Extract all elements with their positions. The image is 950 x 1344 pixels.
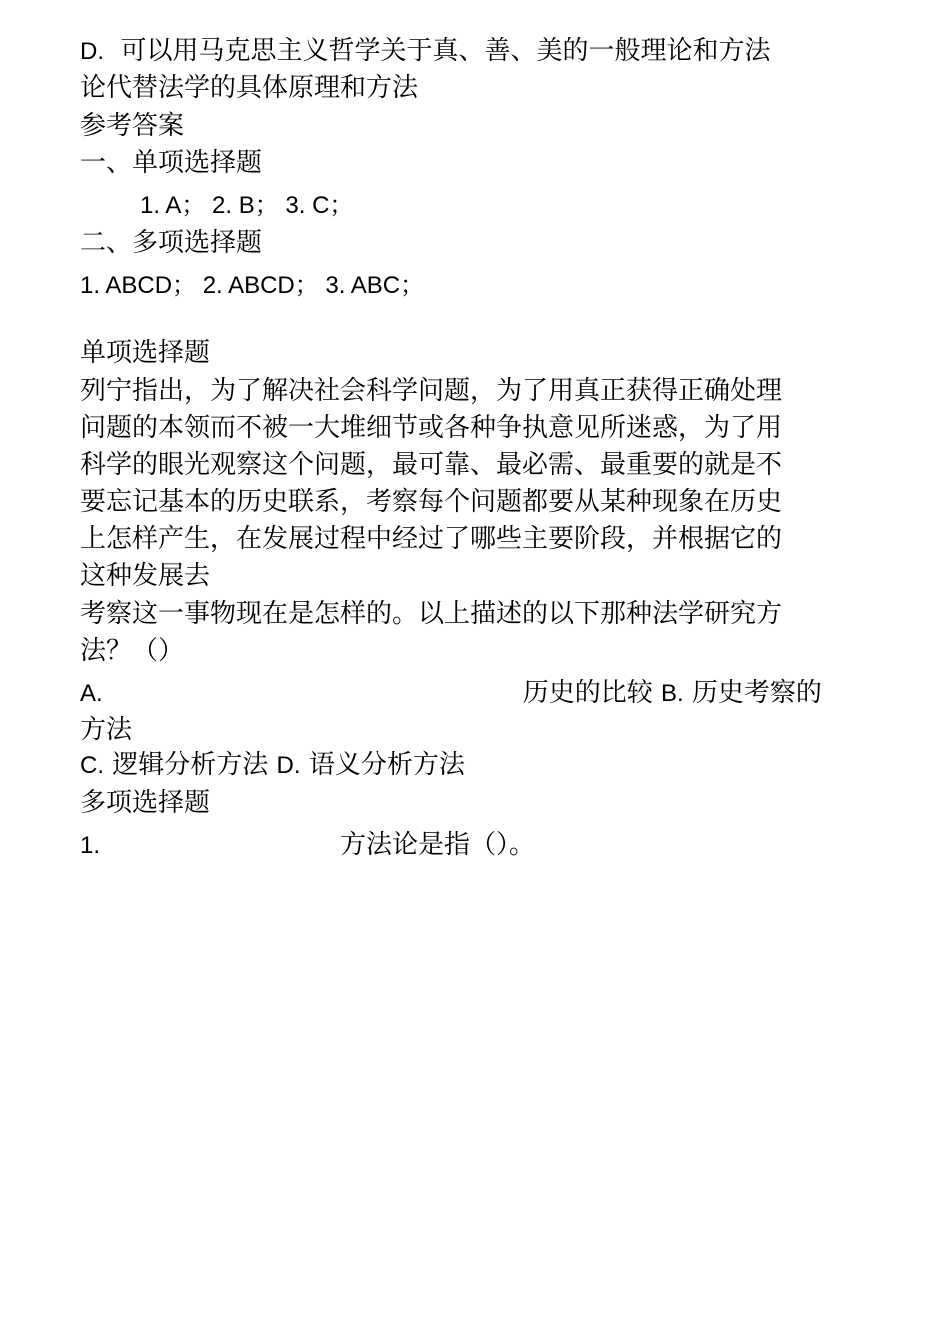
option-letter: D. (80, 38, 104, 65)
question-line: 科学的眼光观察这个问题，最可靠、最必需、最重要的就是不 (80, 450, 783, 480)
option-text: 可以用马克思主义哲学关于真、善、美的一般理论和方法 (120, 36, 771, 66)
option-b-continuation: 方法 (80, 715, 133, 745)
option-c-letter: C. (80, 752, 104, 779)
single-choice-answers-heading: 一、单项选择题 (80, 148, 263, 178)
question-line: 问题的本领而不被一大堆细节或各种争执意见所迷惑，为了用 (80, 413, 783, 443)
question-line: 考察这一事物现在是怎样的。以上描述的以下那种法学研究方 (80, 599, 783, 629)
option-c-text: 逻辑分析方法 (112, 750, 269, 780)
answer-key-heading: 参考答案 (80, 111, 185, 141)
multi-choice-heading: 多项选择题 (80, 788, 211, 818)
option-b-text: 历史考察的 (691, 678, 822, 708)
option-d-letter: D. (276, 752, 301, 779)
option-d-text: 语义分析方法 (308, 750, 465, 780)
question-line: 上怎样产生，在发展过程中经过了哪些主要阶段，并根据它的 (80, 524, 783, 554)
option-a-letter: A. (80, 680, 103, 707)
question-number: 1. (80, 832, 101, 859)
question-line: 法？（） (80, 636, 185, 666)
single-choice-answers: 1. A； 2. B； 3. C； (140, 192, 354, 219)
question-line: 这种发展去 (80, 561, 211, 591)
multi-choice-answers: 1. ABCD； 2. ABCD； 3. ABC； (80, 272, 425, 299)
multi-question-1 (80, 827, 860, 864)
multi-choice-answers-heading: 二、多项选择题 (80, 228, 263, 258)
question-line: 要忘记基本的历史联系，考察每个问题都要从某种现象在历史 (80, 487, 783, 517)
prev-option-d-line2: 论代替法学的具体原理和方法 (80, 73, 419, 103)
option-a-text: 历史的比较 (522, 678, 653, 708)
question-line: 列宁指出，为了解决社会科学问题，为了用真正获得正确处理 (80, 376, 783, 406)
prev-option-d-line1 (80, 33, 860, 70)
question-text: 方法论是指（）。 (340, 830, 536, 860)
option-b-letter: B. (660, 680, 684, 707)
single-choice-heading: 单项选择题 (80, 338, 211, 368)
option-c-d-line (80, 747, 860, 784)
option-a-b-line (80, 675, 860, 712)
